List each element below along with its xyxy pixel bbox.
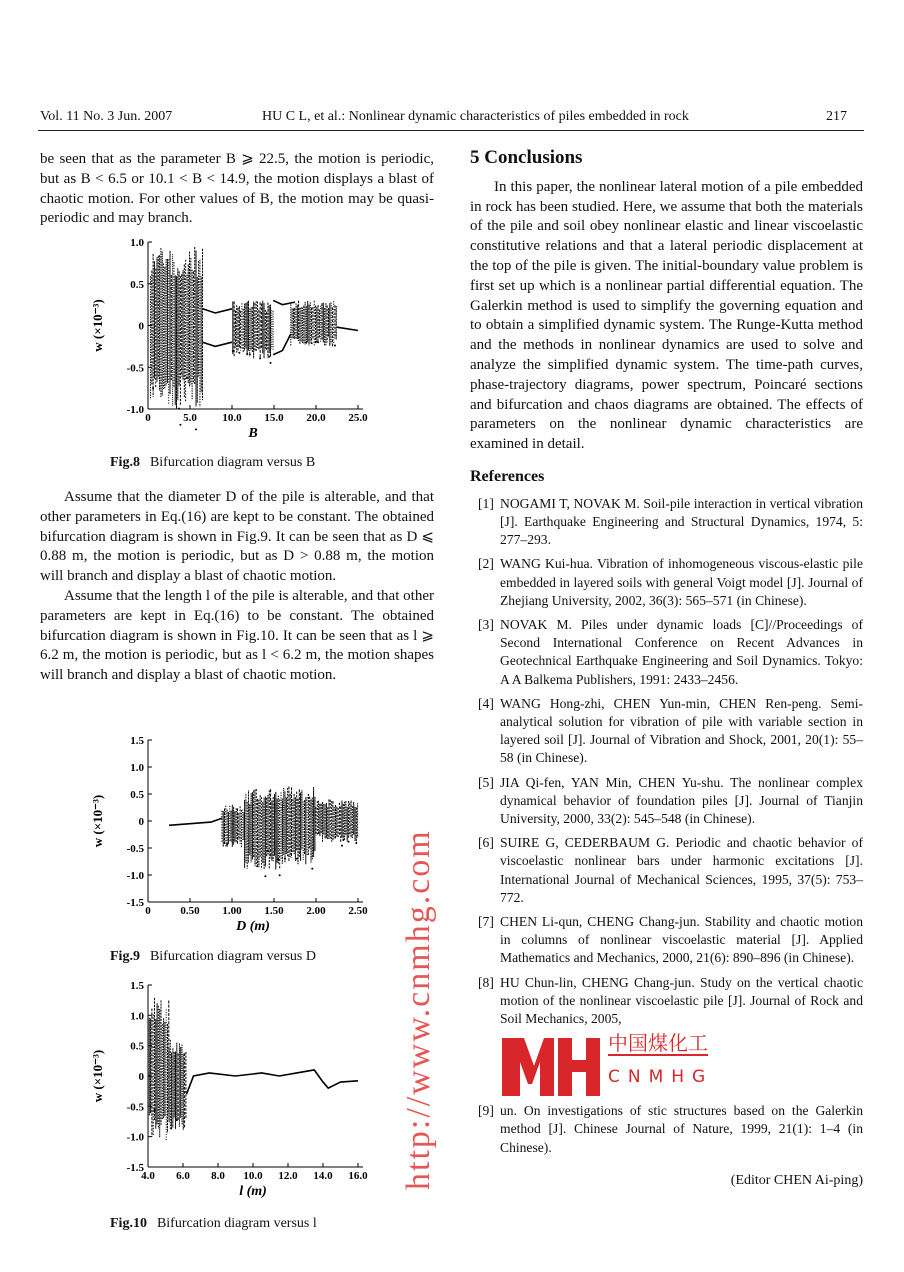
x-tick-label: 0 [145,412,151,424]
scatter-point [341,845,343,847]
paragraph: be seen that as the parameter B ⩾ 22.5, the motion is periodic, but as B < 6.5 or 10.1 < B < 14.9, the motion displays a blast of chaotic motion. For other values of B, the motion may be quasi-periodic and may branch. [40,151,434,227]
header-title: HU C L, et al.: Nonlinear dynamic characteristics of piles embedded in rock [262,109,689,124]
figure-9-plot [80,730,390,940]
periodic-branch [169,818,222,825]
left-text-mid [40,488,434,686]
y-tick-label: -0.5 [126,843,144,855]
scatter-point [317,341,319,343]
reference-number: [6] [478,835,494,851]
x-tick-label: 15.0 [264,412,284,424]
logo-cn: 中国煤化工 [608,1031,708,1056]
reference-item [470,616,863,689]
x-tick-label: 2.50 [348,905,368,917]
y-tick-label: -0.5 [126,1101,144,1114]
figure-8-caption: Fig.8 Bifurcation diagram versus B [110,455,316,470]
scatter-point [178,408,180,410]
x-tick-label: 0.50 [180,905,200,917]
conclusions-paragraph: In this paper, the nonlinear lateral motion of a pile embedded in rock has been studied. Here, we assume that both the materials of the pile and soil obey nonlinear elastic and linear viscoelastic constitutive relations and that a lateral periodic displacement at the top of the pile is given. The initial-boundary value problem is first set up which is a nonlinear partial differential equation. The Galerkin method is used to simplify the governing equation and to obtain a simplified dynamic system. The Runge-Kutta method and the methods in nonlinear dynamics are used to solve and analyze the simplified dynamic system. The time-path curves, phase-trajectory diagrams, power spectrum, Poincaré sections and bifurcation and chaos diagrams are obtained. The effects of parameters on the nonlinear dynamic characteristics are examined in detail. [470,178,863,453]
figure-10-plot [80,975,390,1205]
y-tick-label: -1.5 [126,1162,144,1174]
scatter-point [179,424,181,426]
x-tick-label: 8.0 [211,1170,225,1182]
scatter-point [270,362,272,364]
scatter-point [238,352,240,354]
x-axis-label: B [248,426,258,441]
x-tick-label: 16.0 [348,1170,368,1182]
periodic-branch [203,309,232,313]
logo-mark-icon [500,1034,600,1096]
reference-text: HU Chun-lin, CHENG Chang-jun. Study on the vertical chaotic motion of the nonlinear viscoelastic pile [J]. Journal of Rock and Soil Mechanics, 2005, [500,974,863,1027]
x-axis-label: l (m) [239,1184,267,1199]
scatter-point [348,841,350,843]
figure-9-caption: Fig.9 Bifurcation diagram versus D [110,949,316,964]
scatter-point [355,842,357,844]
reference-number: [7] [478,914,494,930]
x-tick-label: 2.00 [306,905,326,917]
y-axis-label: w (×10⁻³) [90,794,105,848]
y-tick-label: -1.0 [126,870,144,882]
reference-item [470,913,863,968]
scatter-point [284,857,286,859]
reference-item [470,974,863,1029]
reference-number: [2] [478,556,494,572]
scatter-point [246,353,248,355]
reference-text: WANG Hong-zhi, CHEN Yun-min, CHEN Ren-peng. Semi-analytical solution for vibration of pile with variable section in layered soil [J]. Journal of Vibration and Shock, 2001, 20(1): 55–58 (in Chinese). [500,695,863,766]
reference-item [470,834,863,907]
reference-number: [1] [478,495,494,511]
x-tick-label: 25.0 [348,412,368,424]
scatter-point [342,839,344,841]
logo-en: CNMHG [608,1067,714,1088]
y-tick-label: 1.5 [130,980,144,992]
header-journal: Vol. 11 No. 3 Jun. 2007 [40,109,173,124]
y-tick-label: 1.0 [130,762,144,774]
periodic-branch [273,300,295,304]
periodic-branch [337,327,358,330]
scatter-point [334,344,336,346]
y-tick-label: -1.0 [126,404,144,416]
x-tick-label: 1.50 [264,905,284,917]
y-axis-label: w (×10⁻³) [90,299,105,352]
reference-number: [9] [478,1103,494,1119]
x-tick-label: 10.0 [222,412,242,424]
y-tick-label: 0 [138,816,144,828]
reference-list [470,495,863,1157]
x-tick-label: 6.0 [176,1170,190,1182]
cnmhg-logo [500,1031,860,1096]
scatter-point [268,356,270,358]
reference-number: [3] [478,616,494,632]
y-tick-label: 0 [138,1071,144,1083]
x-tick-label: 0 [145,905,151,917]
x-tick-label: 4.0 [141,1170,155,1182]
figure-8-plot [80,232,390,447]
scatter-point [296,858,298,860]
paragraph: Assume that the diameter D of the pile is alterable, and that other parameters in Eq.(16) are kept to be constant. The obtained bifurcation diagram is shown in Fig.9. It can be seen that as D ⩽ 0.88 m, the motion is periodic, but as D > 0.88 m, the motion will branch and display a blast of chaotic motion. [40,489,434,585]
section-heading: 5 Conclusions [470,147,583,168]
reference-item [470,495,863,550]
y-tick-label: -1.5 [126,897,144,909]
reference-text: un. On investigations of stic structures based on the Galerkin method [J]. Chinese Journal of Nature, 1999, 21(1): 1–4 (in Chinese). [500,1103,863,1155]
periodic-branch [187,1070,359,1094]
reference-text: SUIRE G, CEDERBAUM G. Periodic and chaotic behavior of viscoelastic nonlinear bars under harmonic excitations [J]. International Journal of Mechanical Sciences, 1995, 37(5): 753–772. [500,835,863,905]
reference-item [470,695,863,768]
references-heading: References [470,467,545,485]
scatter-point [249,353,251,355]
scatter-point [264,875,266,877]
y-tick-label: 1.0 [130,237,144,249]
reference-item [470,1102,863,1157]
scatter-point [176,1119,178,1121]
reference-text: WANG Kui-hua. Vibration of inhomogeneous viscous-elastic pile embedded in layered soils with general Voigt model [J]. Journal of Zhejiang University, 2002, 36(3): 565–571 (in Chinese). [500,556,863,608]
page-number: 217 [826,109,847,124]
x-tick-label: 12.0 [278,1170,298,1182]
scatter-point [279,874,281,876]
reference-number: [8] [478,974,494,990]
scatter-point [152,387,154,389]
scatter-point [232,350,234,352]
scatter-point [318,832,320,834]
reference-text: NOGAMI T, NOVAK M. Soil-pile interaction in vertical vibration [J]. Earthquake Engineering and Structural Dynamics, 1974, 5: 277–293. [500,495,863,548]
y-tick-label: 1.0 [130,1010,144,1023]
scatter-point [226,843,228,845]
left-text-top [40,150,434,229]
x-tick-label: 1.00 [222,905,242,917]
y-tick-label: 0.5 [130,1040,144,1053]
figure-10-caption: Fig.10 Bifurcation diagram versus l [110,1216,317,1231]
y-axis-label: w (×10⁻³) [90,1049,105,1103]
right-column [470,148,863,1191]
reference-number: [4] [478,695,494,711]
x-tick-label: 10.0 [243,1170,263,1182]
watermark-url: http://www.cnmhg.com [400,829,437,1190]
y-tick-label: 0.5 [130,278,144,291]
reference-item [470,555,863,610]
periodic-branch [203,342,232,346]
x-tick-label: 20.0 [306,412,326,424]
reference-text: NOVAK M. Piles under dynamic loads [C]//Proceedings of Second International Conference on Recent Advances in Geotechnical Earthquake Engineering and Soil Dynamics. Tokyo: A A Balkema Publishers, 1991: 2433–2456. [500,616,863,687]
scatter-point [277,858,279,860]
scatter-point [154,1109,156,1111]
paragraph: Assume that the length l of the pile is alterable, and that other parameters are kept in Eq.(16) to be constant. The obtained bifurcation diagram is shown in Fig.10. It can be seen that as l ⩾ 6.2 m, the motion is periodic, but as l < 6.2 m, the motion shapes will branch and display a blast of chaotic motion. [40,587,434,684]
scatter-point [267,850,269,852]
y-tick-label: 0.5 [130,789,144,801]
x-tick-label: 5.0 [183,412,197,424]
y-tick-label: -0.5 [126,362,144,375]
scatter-point [305,342,307,344]
reference-number: [5] [478,774,494,790]
y-tick-label: 1.5 [130,735,144,747]
scatter-point [311,868,313,870]
x-axis-label: D (m) [236,919,270,934]
editor-note: (Editor CHEN Ai-ping) [730,1172,863,1188]
reference-item [470,774,863,829]
y-tick-label: 0 [138,320,144,333]
header-rule [38,130,864,131]
scatter-point [311,342,313,344]
x-tick-label: 14.0 [313,1170,333,1182]
reference-text: JIA Qi-fen, YAN Min, CHEN Yu-shu. The nonlinear complex dynamical behavior of foundation piles [J]. Journal of Tianjin University, 2000, 33(2): 545–548 (in Chinese). [500,774,863,826]
scatter-point [186,377,188,379]
reference-text: CHEN Li-qun, CHENG Chang-jun. Stability and chaotic motion in columns of nonlinear viscoelastic material [J]. Applied Mathematics and Mechanics, 2000, 21(6): 890–896 (in Chinese). [500,914,863,966]
scatter-point [259,357,261,359]
y-tick-label: -1.0 [126,1131,144,1144]
scatter-point [195,428,197,430]
periodic-branch [273,334,291,355]
